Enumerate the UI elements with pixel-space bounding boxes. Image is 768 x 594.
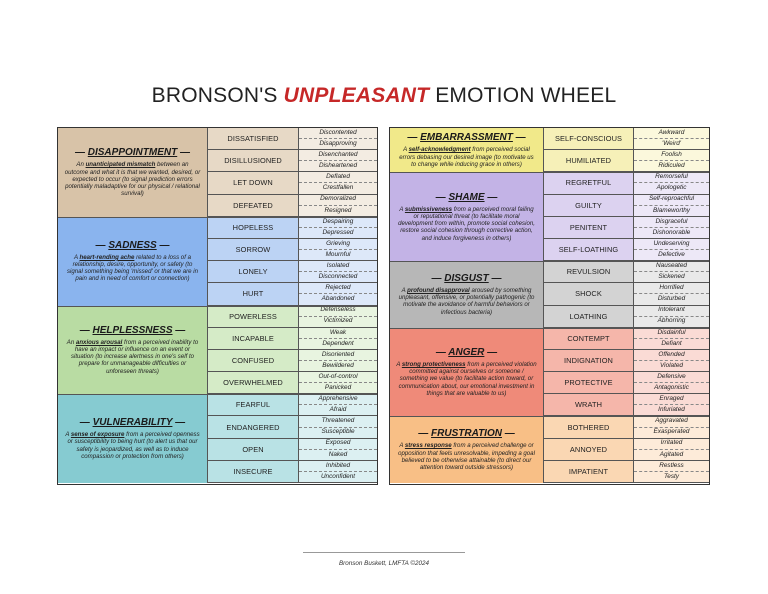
emotion-row: [208, 394, 377, 416]
emotion-row: [544, 150, 709, 172]
emotion-row: [544, 195, 709, 217]
description-key-phrase: anxious arousal: [75, 338, 123, 346]
tertiary-emotion-word: Antagonistic: [654, 384, 689, 391]
description-body: from a perceived violation committed against ourselves or someone / something we value (to facilitate action toward, or communication about, our emotional investment in things that are valuable to us): [398, 361, 537, 397]
tertiary-emotion-word: Demoralized: [299, 195, 377, 206]
tertiary-emotion-word: 'Weird': [661, 139, 681, 147]
page-title: [0, 84, 768, 108]
tertiary-emotion-word: Apologetic: [656, 184, 687, 192]
description-body: from a perceived challenge or opposition that feels unresolvable, impeding a goal believed to be otherwise attainable (to direct our attention toward outside stressors): [398, 442, 535, 471]
emotion-row: [208, 439, 377, 461]
tertiary-emotion-cell: [299, 172, 377, 194]
emotion-group-helplessness: [58, 306, 377, 395]
core-emotion-name: — DISAPPOINTMENT —: [74, 147, 190, 159]
tertiary-emotion-word: Threatened: [299, 416, 377, 427]
core-emotion-title: HELPLESSNESS: [92, 324, 173, 336]
description-key-phrase: strong protectiveness: [401, 361, 466, 369]
tertiary-emotion-word: Remorseful: [634, 172, 709, 183]
secondary-emotion-cell: HOPELESS: [208, 217, 299, 239]
core-emotion-name: — VULNERABILITY —: [79, 417, 186, 429]
description-lead: A: [65, 431, 71, 439]
emotion-row: [208, 172, 377, 194]
description-lead: A: [399, 442, 405, 450]
core-emotion-name: — DISGUST —: [431, 273, 502, 285]
emotion-row: [544, 439, 709, 461]
tertiary-emotion-word: Naked: [328, 450, 348, 458]
tertiary-emotion-word: Dishonorable: [652, 228, 691, 236]
tertiary-emotion-cell: [634, 261, 709, 283]
emotion-group-disgust: [390, 261, 709, 328]
secondary-emotion-cell: LONELY: [208, 261, 299, 283]
tertiary-emotion-cell: [299, 217, 377, 239]
title-suffix: EMOTION WHEEL: [429, 84, 617, 107]
emotion-row: [208, 372, 377, 394]
description-body: aroused by something unpleasant, offensive, or potentially pathogenic (to motivate the avoidance of harmful behaviors or infectious bacteria): [398, 287, 535, 316]
group-divider: [390, 172, 709, 173]
emotion-row: [544, 239, 709, 261]
tertiary-emotion-word: Horrified: [634, 283, 709, 294]
description-body: between an outcome and what it is that we wanted, desired, or expected to occur (to signal prediction errors potentially maladaptive for our physical / relational survival): [64, 161, 201, 198]
secondary-emotion-cell: IMPATIENT: [544, 461, 634, 483]
emotion-row: [208, 306, 377, 328]
secondary-emotion-cell: SELF-LOATHING: [544, 239, 634, 261]
tertiary-emotion-word: Disenchanted: [299, 150, 377, 161]
tertiary-emotion-word: Defensive: [634, 372, 709, 383]
tertiary-emotion-word: Infuriated: [658, 406, 685, 414]
description-key-phrase: sense of exposure: [70, 431, 125, 439]
tertiary-emotion-cell: [299, 306, 377, 328]
description-lead: A: [396, 361, 402, 369]
secondary-emotion-cell: BOTHERED: [544, 416, 634, 438]
description-key-phrase: stress response: [404, 442, 452, 450]
description-body: from perceived social errors debasing our desired image (to motivate us to change while inducing grace in others): [399, 146, 534, 168]
secondary-emotion-cell: INDIGNATION: [544, 350, 634, 372]
core-emotion-title: EMBARRASSMENT: [420, 132, 513, 144]
core-emotion-description: [396, 361, 537, 397]
tertiary-emotion-cell: [299, 461, 377, 483]
group-divider: [58, 306, 377, 307]
secondary-emotion-cell: OVERWHELMED: [208, 372, 299, 394]
emotion-row: [544, 306, 709, 328]
secondary-emotion-cell: DISSATISFIED: [208, 128, 299, 150]
core-emotion-description: [64, 254, 201, 283]
emotion-group-sadness: [58, 217, 377, 306]
tertiary-emotion-cell: [634, 350, 709, 372]
title-emphasis: UNPLEASANT: [283, 84, 430, 107]
core-emotion-title: DISAPPOINTMENT: [87, 147, 178, 159]
tertiary-emotion-word: Depressed: [322, 228, 354, 236]
secondary-emotion-cell: GUILTY: [544, 195, 634, 217]
tertiary-emotion-cell: [634, 195, 709, 217]
emotion-row: [544, 261, 709, 283]
description-key-phrase: submissiveness: [404, 205, 452, 213]
title-prefix: BRONSON'S: [151, 84, 284, 107]
tertiary-emotion-word: Inhibited: [299, 461, 377, 472]
description-lead: A: [403, 146, 409, 154]
core-emotion-description: [64, 339, 201, 375]
emotion-row: [208, 261, 377, 283]
tertiary-emotion-word: Dependent: [322, 339, 354, 347]
tertiary-emotion-word: Irritated: [634, 439, 709, 450]
core-emotion-title: SHAME: [448, 191, 485, 203]
core-emotion-cell: [390, 416, 544, 483]
footer-credit: Bronson Buskett, LMFTA ©2024: [338, 560, 430, 567]
secondary-emotion-cell: SELF-CONSCIOUS: [544, 128, 634, 150]
secondary-emotion-cell: DISILLUSIONED: [208, 150, 299, 172]
tertiary-emotion-cell: [634, 172, 709, 194]
right-emotion-panel: [389, 127, 710, 485]
tertiary-emotion-cell: [299, 150, 377, 172]
tertiary-emotion-word: Isolated: [299, 261, 377, 272]
tertiary-emotion-word: Weak: [299, 328, 377, 339]
emotion-row: [208, 350, 377, 372]
group-divider: [390, 328, 709, 329]
tertiary-emotion-cell: [299, 350, 377, 372]
tertiary-emotion-word: Aggravated: [634, 416, 709, 427]
secondary-emotion-cell: REVULSION: [544, 261, 634, 283]
core-emotion-cell: [390, 328, 544, 417]
emotion-row: [208, 461, 377, 483]
tertiary-emotion-word: Mournful: [325, 250, 351, 258]
description-lead: A: [399, 205, 405, 213]
tertiary-emotion-cell: [634, 128, 709, 150]
core-emotion-title: SADNESS: [108, 239, 157, 251]
core-emotion-cell: [58, 394, 208, 483]
emotion-row: [208, 150, 377, 172]
tertiary-emotion-word: Despairing: [299, 217, 377, 228]
emotion-row: [544, 283, 709, 305]
description-body: related to a loss of a relationship, desire, opportunity, or safety (to signal something being 'missed' or that we are in pain and in need of comfort or connection): [66, 253, 199, 283]
tertiary-emotion-word: Undeserving: [634, 239, 709, 250]
tertiary-emotion-word: Nauseated: [634, 261, 709, 272]
secondary-emotion-cell: SORROW: [208, 239, 299, 261]
description-body: from a perceived inability to have an impact or influence on an event or situation (to increase alertness in one's self to prepare for unmanageable difficulties or unforeseen threats): [70, 338, 199, 375]
tertiary-emotion-word: Panicked: [324, 384, 352, 391]
secondary-emotion-cell: OPEN: [208, 439, 299, 461]
tertiary-emotion-cell: [634, 306, 709, 328]
description-lead: An: [76, 161, 86, 169]
tertiary-emotion-word: Restless: [634, 461, 709, 472]
tertiary-emotion-word: Awkward: [634, 128, 709, 139]
tertiary-emotion-word: Disoriented: [299, 350, 377, 361]
tertiary-emotion-cell: [634, 416, 709, 438]
secondary-emotion-cell: ENDANGERED: [208, 416, 299, 438]
core-emotion-name: — FRUSTRATION —: [418, 428, 515, 440]
emotion-group-disappointment: [58, 128, 377, 217]
tertiary-emotion-word: Crestfallen: [322, 184, 354, 192]
secondary-emotion-cell: PROTECTIVE: [544, 372, 634, 394]
tertiary-emotion-word: Out-of-control: [299, 372, 377, 383]
core-emotion-title: FRUSTRATION: [431, 428, 502, 440]
core-emotion-name: — HELPLESSNESS —: [79, 324, 186, 336]
emotion-row: [208, 416, 377, 438]
tertiary-emotion-word: Defiant: [661, 339, 682, 347]
secondary-emotion-cell: ANNOYED: [544, 439, 634, 461]
tertiary-emotion-cell: [634, 239, 709, 261]
tertiary-emotion-cell: [299, 328, 377, 350]
core-emotion-description: [396, 287, 537, 316]
tertiary-emotion-cell: [634, 439, 709, 461]
description-key-phrase: unanticipated mismatch: [85, 161, 156, 169]
group-divider: [58, 394, 377, 395]
emotion-group-vulnerability: [58, 394, 377, 483]
tertiary-emotion-word: Violated: [660, 361, 683, 369]
tertiary-emotion-word: Bewildered: [322, 361, 354, 369]
tertiary-emotion-word: Victimized: [323, 317, 353, 325]
tertiary-emotion-word: Defenseless: [299, 306, 377, 317]
tertiary-emotion-word: Disgraceful: [634, 217, 709, 228]
core-emotion-cell: [390, 172, 544, 261]
tertiary-emotion-word: Resigned: [324, 206, 352, 214]
core-emotion-title: DISGUST: [444, 273, 489, 285]
secondary-emotion-cell: POWERLESS: [208, 306, 299, 328]
core-emotion-name: — EMBARRASSMENT —: [407, 132, 526, 144]
secondary-emotion-cell: LOATHING: [544, 306, 634, 328]
tertiary-emotion-word: Ridiculed: [658, 162, 685, 170]
tertiary-emotion-word: Agitated: [659, 450, 684, 458]
emotion-row: [544, 461, 709, 483]
tertiary-emotion-cell: [299, 416, 377, 438]
tertiary-emotion-cell: [634, 283, 709, 305]
tertiary-emotion-word: Grieving: [299, 239, 377, 250]
emotion-group-shame: [390, 172, 709, 261]
description-lead: An: [66, 338, 76, 346]
tertiary-emotion-cell: [634, 328, 709, 350]
core-emotion-title: VULNERABILITY: [92, 417, 173, 429]
core-emotion-cell: [58, 128, 208, 217]
emotion-row: [208, 328, 377, 350]
tertiary-emotion-cell: [634, 394, 709, 416]
tertiary-emotion-word: Susceptible: [321, 428, 355, 436]
secondary-emotion-cell: FEARFUL: [208, 394, 299, 416]
core-emotion-cell: [390, 128, 544, 172]
tertiary-emotion-word: Discontented: [299, 128, 377, 139]
core-emotion-cell: [58, 217, 208, 306]
emotion-row: [544, 372, 709, 394]
core-emotion-name: — SHAME —: [435, 191, 498, 203]
secondary-emotion-cell: DEFEATED: [208, 195, 299, 217]
emotion-group-anger: [390, 328, 709, 417]
group-divider: [390, 416, 709, 417]
tertiary-emotion-word: Afraid: [329, 406, 347, 414]
tertiary-emotion-cell: [299, 283, 377, 305]
tertiary-emotion-word: Offended: [634, 350, 709, 361]
group-divider: [58, 217, 377, 218]
tertiary-emotion-cell: [634, 461, 709, 483]
tertiary-emotion-cell: [299, 195, 377, 217]
tertiary-emotion-word: Disapproving: [319, 139, 357, 147]
emotion-row: [544, 172, 709, 194]
emotion-row: [544, 350, 709, 372]
tertiary-emotion-word: Foolish: [634, 150, 709, 161]
description-lead: A: [401, 287, 408, 295]
emotion-row: [544, 416, 709, 438]
tertiary-emotion-cell: [634, 150, 709, 172]
tertiary-emotion-cell: [634, 372, 709, 394]
core-emotion-name: — ANGER —: [435, 347, 498, 359]
secondary-emotion-cell: HURT: [208, 283, 299, 305]
tertiary-emotion-cell: [299, 239, 377, 261]
secondary-emotion-cell: INCAPABLE: [208, 328, 299, 350]
emotion-row: [208, 217, 377, 239]
description-key-phrase: heart-rending ache: [79, 253, 135, 261]
tertiary-emotion-word: Exasperated: [653, 428, 690, 436]
secondary-emotion-cell: REGRETFUL: [544, 172, 634, 194]
footer-divider: [303, 552, 465, 553]
tertiary-emotion-word: Disheartened: [318, 162, 357, 170]
tertiary-emotion-word: Apprehensive: [299, 394, 377, 405]
core-emotion-description: [396, 146, 537, 168]
tertiary-emotion-cell: [299, 394, 377, 416]
secondary-emotion-cell: CONTEMPT: [544, 328, 634, 350]
tertiary-emotion-cell: [299, 372, 377, 394]
tertiary-emotion-word: Abandoned: [321, 295, 355, 303]
tertiary-emotion-word: Unconfident: [320, 472, 356, 480]
tertiary-emotion-word: Blameworthy: [653, 206, 690, 214]
tertiary-emotion-word: Defective: [658, 250, 685, 258]
left-emotion-panel: [57, 127, 378, 485]
description-key-phrase: self-acknowledgment: [408, 146, 471, 154]
secondary-emotion-cell: WRATH: [544, 394, 634, 416]
description-key-phrase: profound disapproval: [407, 287, 470, 295]
tertiary-emotion-cell: [634, 217, 709, 239]
core-emotion-description: [396, 206, 537, 242]
description-lead: A: [74, 253, 80, 261]
core-emotion-title: ANGER: [448, 347, 485, 359]
tertiary-emotion-word: Sickened: [658, 273, 685, 281]
core-emotion-cell: [390, 261, 544, 328]
emotion-row: [544, 217, 709, 239]
emotion-row: [544, 328, 709, 350]
secondary-emotion-cell: HUMILIATED: [544, 150, 634, 172]
core-emotion-name: — SADNESS —: [95, 239, 170, 251]
tertiary-emotion-word: Deflated: [299, 172, 377, 183]
description-body: from a perceived moral failing or reputational threat (to facilitate moral development from within, promote social cohesion, restore social cohesion through corrective action, and induce forgiveness in others): [398, 205, 535, 242]
core-emotion-description: [64, 161, 201, 197]
tertiary-emotion-word: Enraged: [634, 394, 709, 405]
description-body: from a perceived openness or susceptibility to being hurt (to alert us that our safety is jeopardized, as well as to induce compassion or protection from others): [67, 431, 200, 460]
tertiary-emotion-word: Disdainful: [634, 328, 709, 339]
secondary-emotion-cell: LET DOWN: [208, 172, 299, 194]
secondary-emotion-cell: CONFUSED: [208, 350, 299, 372]
core-emotion-description: [396, 442, 537, 471]
tertiary-emotion-word: Intolerant: [634, 306, 709, 317]
secondary-emotion-cell: PENITENT: [544, 217, 634, 239]
emotion-row: [544, 394, 709, 416]
tertiary-emotion-word: Disturbed: [657, 295, 686, 303]
tertiary-emotion-word: Rejected: [299, 283, 377, 294]
secondary-emotion-cell: INSECURE: [208, 461, 299, 483]
emotion-row: [208, 283, 377, 305]
tertiary-emotion-word: Exposed: [299, 439, 377, 450]
emotion-group-frustration: [390, 416, 709, 483]
emotion-group-embarrassment: [390, 128, 709, 172]
core-emotion-description: [64, 431, 201, 460]
tertiary-emotion-word: Disconnected: [318, 273, 358, 281]
secondary-emotion-cell: SHOCK: [544, 283, 634, 305]
emotion-row: [208, 195, 377, 217]
emotion-row: [544, 128, 709, 150]
emotion-row: [208, 239, 377, 261]
group-divider: [390, 261, 709, 262]
core-emotion-cell: [58, 306, 208, 395]
emotion-row: [208, 128, 377, 150]
tertiary-emotion-cell: [299, 128, 377, 150]
tertiary-emotion-word: Self-reproachful: [634, 195, 709, 206]
tertiary-emotion-word: Testy: [663, 472, 680, 480]
tertiary-emotion-cell: [299, 439, 377, 461]
tertiary-emotion-cell: [299, 261, 377, 283]
tertiary-emotion-word: Abhorring: [657, 317, 686, 325]
